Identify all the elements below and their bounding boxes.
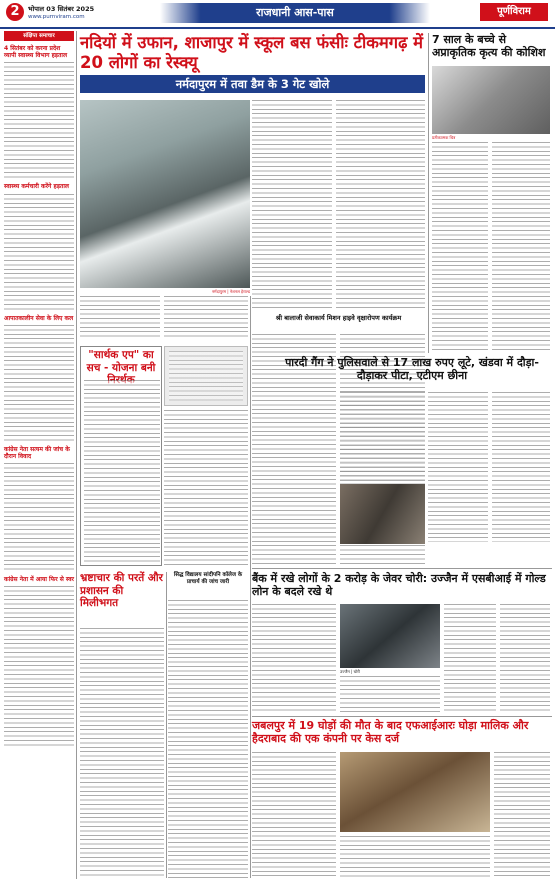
lead-headline: नदियों में उफान, शाजापुर में स्कूल बस फंसीः टीकमगढ़ में 20 लोगों का रेस्क्यू (80, 33, 423, 72)
horse-headline: जबलपुर में 19 घोड़ों की मौत के बाद एफआईआरः घोड़ा मालिक और हैदराबाद की एक कंपनी पर केस दर्ज (252, 719, 529, 745)
sidebar (4, 31, 74, 879)
sidebar-story2-headline: स्वास्थ्य कर्मचारी करेंगे हड़ताल (4, 183, 69, 191)
sidebar-story3-headline: आपातकालीन सेवा के लिए कल (4, 314, 74, 322)
lead-subhead: नर्मदापुरम में तवा डैम के 3 गेट खोले (80, 75, 425, 93)
sidebar-story4-headline: कांग्रेस नेता सत्यम की जांच के दौरान विवाद (4, 445, 70, 461)
section-banner (160, 3, 430, 23)
bank-story (252, 572, 552, 598)
page-number: 2 (6, 3, 24, 21)
sidebar-story1-headline: 4 सितंबर को करना प्रदेश व्यापी स्वास्थ्य विभाग हड़ताल (4, 45, 68, 60)
bank-photo-caption: उज्जैन | चोरी (340, 669, 360, 674)
document-image (164, 346, 248, 406)
dam-photo-caption: नर्मदापुरम | नेशनल हेराल्ड (211, 289, 250, 294)
fraud-story (252, 356, 552, 382)
police-photo (340, 484, 425, 544)
website[interactable]: www.purnviram.com (28, 14, 85, 20)
horse-photo (340, 752, 490, 832)
dateline: भोपाल 03 सितंबर 2025 (28, 5, 95, 13)
sidebar-header: संक्षिप्त समाचार (4, 31, 74, 41)
corruption-story (80, 572, 164, 610)
brand-logo: पूर्णविराम (480, 3, 548, 21)
mid-headline: श्री बालाजी सेवाकार्य मिशन हाइवे वृक्षारोपण कार्यक्रम (275, 314, 402, 322)
section-title: राजधानी आस-पास (256, 6, 334, 19)
top-right-headline: 7 साल के बच्चे से अप्राकृतिक कृत्य की कोशिश (432, 33, 546, 59)
box-story-body (84, 380, 160, 562)
dam-photo (80, 100, 250, 288)
fraud-headline: पारदी गैंग ने पुलिसवाले से 17 लाख रुपए लूटे, खंडवा में दौड़ा-दौड़ाकर पीटा, एटीएम छीना (285, 356, 539, 382)
masthead (0, 0, 555, 30)
bank-headline: बैंक में रखे लोगों के 2 करोड़ के जेवर चोरी: उज्जैन में एसबीआई में गोल्ड लोन के बदले रखे थे (252, 572, 546, 598)
child-photo-caption: प्रतीकात्मक चित्र (432, 135, 456, 140)
child-photo (432, 66, 550, 134)
mid-story (252, 314, 425, 322)
sidebar-story5-headline: कांग्रेस नेता में आया फिर से स्वर (4, 576, 75, 584)
corruption-headline: भ्रष्टाचार की परतें और प्रशासन की मिलीभगत (80, 572, 163, 609)
box-story-headline: "सार्थक एप" का सच - योजना बनी (86, 349, 156, 374)
bank-photo (340, 604, 440, 668)
top-right-story (432, 33, 552, 59)
lead-story (80, 33, 425, 93)
horse-story (252, 719, 552, 745)
small-story-headline: सिद्ध विद्यालय सांदीपनि कॉलेज के प्राचार्य की जांच जारी (173, 572, 243, 585)
small-story (168, 572, 248, 585)
